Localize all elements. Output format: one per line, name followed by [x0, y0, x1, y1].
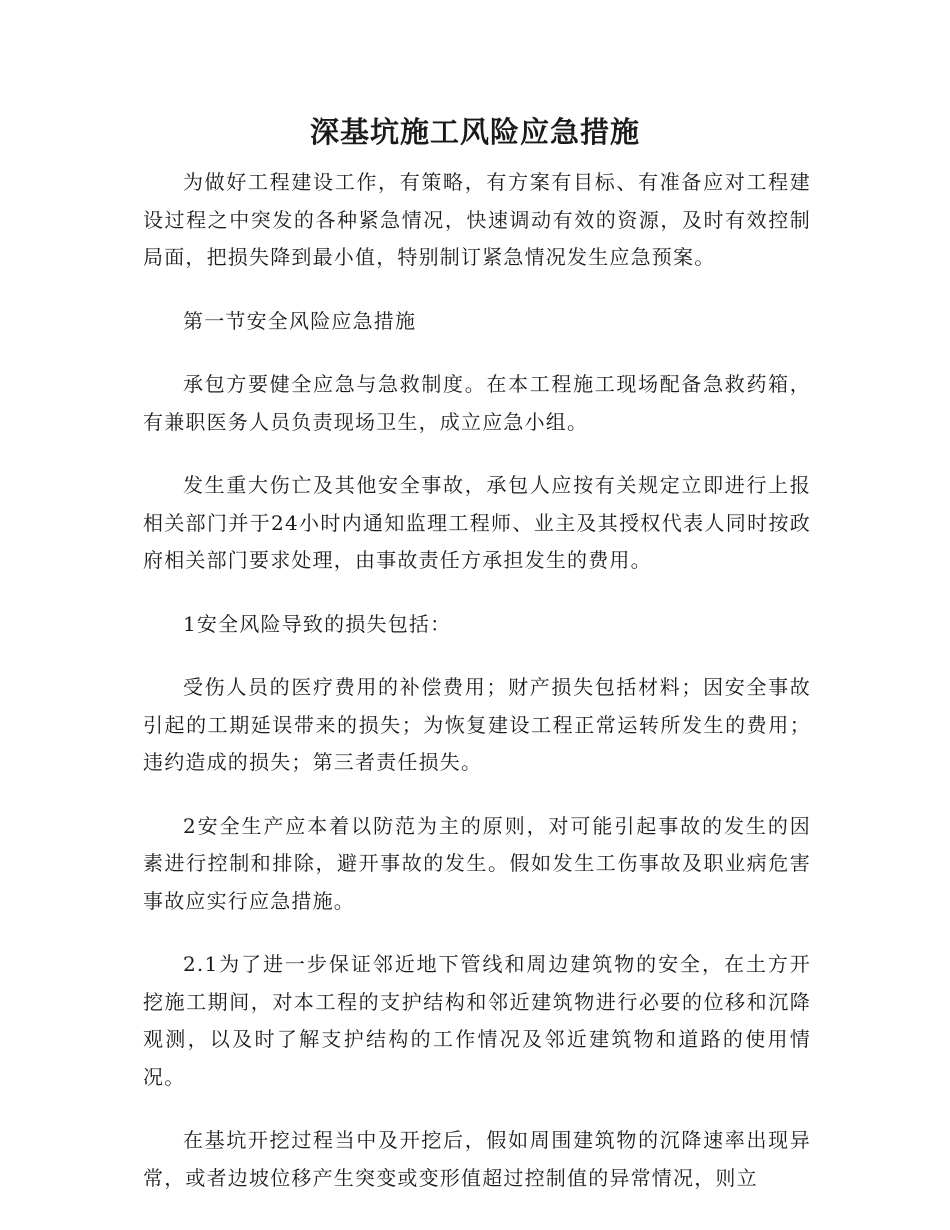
document-body	[143, 164, 811, 1223]
paragraph-intro: 为做好工程建设工作，有策略，有方案有目标、有准备应对工程建设过程之中突发的各种紧急情况，快速调动有效的资源，及时有效控制局面，把损失降到最小值，特别制订紧急情况发生应急预案。	[143, 170, 811, 269]
paragraph-loss-items: 受伤人员的医疗费用的补偿费用；财产损失包括材料；因安全事故引起的工期延误带来的损失；为恢复建设工程正常运转所发生的费用；违约造成的损失；第三者责任损失。	[143, 675, 811, 774]
paragraph-monitoring: 2.1为了进一步保证邻近地下管线和周边建筑物的安全，在土方开挖施工期间，对本工程的支护结构和邻近建筑物进行必要的位移和沉降观测，以及时了解支护结构的工作情况及邻近建筑物和道路的使用情况。	[143, 952, 811, 1089]
paragraph-emergency-system: 承包方要健全应急与急救制度。在本工程施工现场配备急救药箱，有兼职医务人员负责现场卫生，成立应急小组。	[143, 372, 811, 434]
paragraph-accident-report: 发生重大伤亡及其他安全事故，承包人应按有关规定立即进行上报相关部门并于24小时内通知监理工程师、业主及其授权代表人同时按政府相关部门要求处理，由事故责任方承担发生的费用。	[143, 473, 811, 572]
paragraph-excavation: 在基坑开挖过程当中及开挖后，假如周围建筑物的沉降速率出现异常，或者边坡位移产生突变或变形值超过控制值的异常情况，则立	[143, 1128, 811, 1190]
paragraph-loss-heading: 1安全风险导致的损失包括：	[183, 611, 452, 636]
section-heading: 第一节安全风险应急措施	[183, 308, 417, 333]
document-title: 深基坑施工风险应急措施	[309, 115, 640, 149]
paragraph-prevention: 2安全生产应本着以防范为主的原则，对可能引起事故的发生的因素进行控制和排除，避开事故的发生。假如发生工伤事故及职业病危害事故应实行应急措施。	[143, 813, 811, 913]
